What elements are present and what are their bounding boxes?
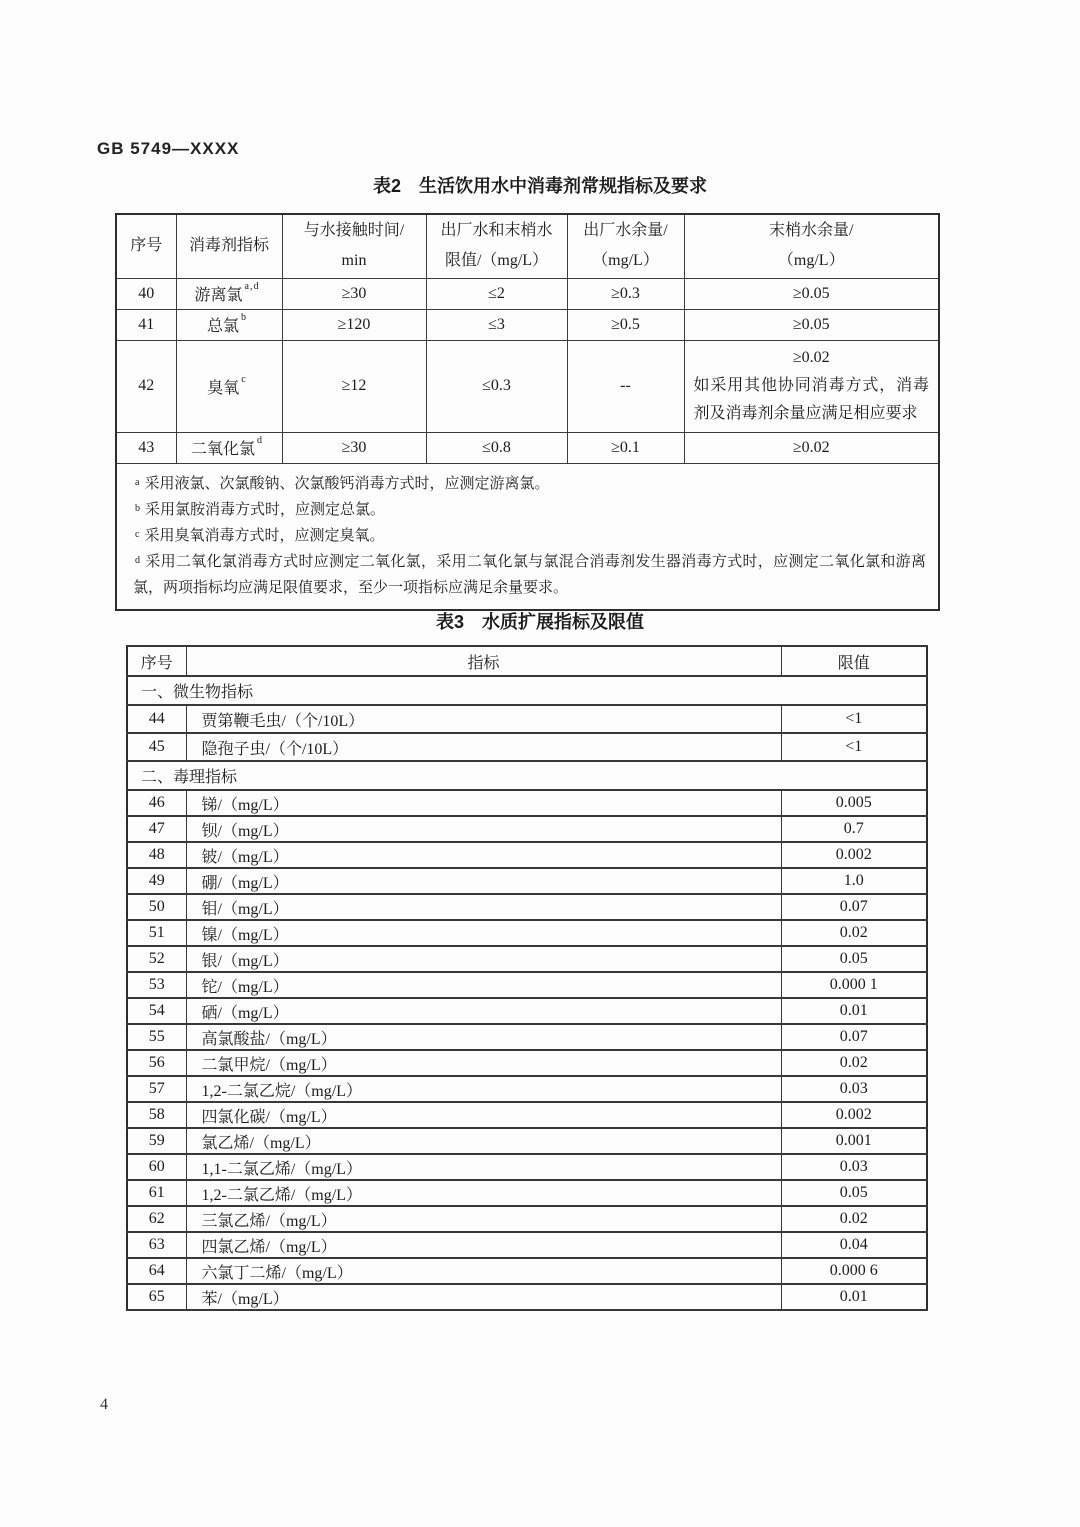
table3-row-45 [127,733,927,761]
cell-indicator-name: 六氯丁二烯/（mg/L） [186,1258,781,1284]
disinfectant-label: 臭氧 [207,379,240,397]
table2-header-line: 限值/（mg/L） [444,252,549,270]
table3-row-54 [127,998,927,1024]
cell-indicator-name: 1,1-二氯乙烯/（mg/L） [186,1154,781,1180]
disinfectant-label: 二氧化氯 [190,441,255,458]
table3-row-63 [127,1232,927,1258]
footnote-marker: d [257,435,263,446]
cell-limit-value: 0.02 [781,1050,927,1076]
table2-footnotes-row [116,463,939,610]
table2-header-cell-2 [282,214,426,278]
cell-indicator-name: 二氯甲烷/（mg/L） [186,1050,781,1076]
footnote-marker: b [241,312,247,323]
disinfectant-label: 总氯 [206,318,239,335]
cell-disinfectant-name [176,340,282,432]
table3-section-row-1 [127,761,927,790]
cell-contact-time: ≥120 [282,309,426,340]
cell-limit-value: 0.05 [781,1180,927,1206]
cell-water-limit: ≤0.8 [426,432,567,463]
table2-header-line: 与水接触时间/ [303,222,405,240]
table2-row-40 [116,278,939,309]
table2-header-line: 序号 [130,237,163,255]
footnote-a: $^a$ 采用液氯、次氯酸钠、次氯酸钙消毒方式时，应测定游离氯。 [135,475,550,492]
cell-tap-residual: ≥0.05 [684,278,939,309]
cell-indicator-name: 四氯化碳/（mg/L） [186,1102,781,1128]
footnote-marker: a [135,476,141,488]
cell-serial-no: 55 [127,1024,186,1050]
cell-contact-time: ≥30 [282,278,426,309]
table2-header-line: 出厂水余量/ [583,222,668,240]
table3-header-cell-2: 限值 [781,646,927,676]
cell-factory-residual: -- [567,340,684,432]
cell-serial-no: 50 [127,894,186,920]
table3-row-60 [127,1154,927,1180]
table3-row-59 [127,1128,927,1154]
cell-serial-no: 52 [127,946,186,972]
table3-row-46 [127,790,927,816]
cell-serial-no: 42 [116,340,176,432]
cell-serial-no: 45 [127,733,186,761]
cell-limit-value: 0.01 [781,1284,927,1310]
cell-indicator-name: 苯/（mg/L） [186,1284,781,1310]
table2-header-line: 消毒剂指标 [188,237,269,255]
cell-factory-residual: ≥0.3 [567,278,684,309]
table2-footnotes-cell [116,463,939,610]
cell-indicator-name: 锑/（mg/L） [186,790,781,816]
tap-residual-note: 如采用其他协同消毒方式，消毒剂及消毒剂余量应满足相应要求 [693,376,929,422]
cell-factory-residual: ≥0.1 [567,432,684,463]
table3-row-58 [127,1102,927,1128]
cell-limit-value: 0.02 [781,920,927,946]
cell-contact-time: ≥30 [282,432,426,463]
cell-tap-residual: ≥0.02 [684,432,939,463]
table2-header-line: min [341,252,367,270]
cell-indicator-name: 氯乙烯/（mg/L） [186,1128,781,1154]
cell-serial-no: 59 [127,1128,186,1154]
table2-row-42 [116,340,939,432]
table2-header-line: 出厂水和末梢水 [440,222,553,240]
cell-limit-value: 0.07 [781,1024,927,1050]
footnote-marker: c [135,528,141,540]
table3-row-50 [127,894,927,920]
cell-indicator-name: 硼/（mg/L） [186,868,781,894]
table2-disinfectant-indicators [115,213,940,611]
table2-header-row [116,214,939,278]
table2-header-cell-3 [426,214,567,278]
cell-serial-no: 65 [127,1284,186,1310]
cell-indicator-name: 钡/（mg/L） [186,816,781,842]
cell-indicator-name: 钼/（mg/L） [186,894,781,920]
table3-section-label: 一、微生物指标 [127,676,927,705]
table3-row-52 [127,946,927,972]
footnote-marker: a,d [244,281,260,292]
cell-serial-no: 57 [127,1076,186,1102]
table2-header-cell-4 [567,214,684,278]
cell-water-limit: ≤2 [426,278,567,309]
cell-limit-value: 0.01 [781,998,927,1024]
table2-title: 表2 生活饮用水中消毒剂常规指标及要求 [372,176,707,196]
table3-title: 表3 水质扩展指标及限值 [435,612,644,632]
cell-indicator-name: 四氯乙烯/（mg/L） [186,1232,781,1258]
cell-serial-no: 41 [116,309,176,340]
table3-row-62 [127,1206,927,1232]
cell-indicator-name: 银/（mg/L） [186,946,781,972]
cell-serial-no: 56 [127,1050,186,1076]
table2-row-41 [116,309,939,340]
table3-row-49 [127,868,927,894]
table3-row-48 [127,842,927,868]
cell-limit-value: 0.03 [781,1154,927,1180]
cell-indicator-name: 镍/（mg/L） [186,920,781,946]
cell-serial-no: 60 [127,1154,186,1180]
cell-limit-value: 0.05 [781,946,927,972]
table3-header-cell-1: 指标 [186,646,781,676]
table3-row-51 [127,920,927,946]
cell-limit-value: 0.03 [781,1076,927,1102]
cell-indicator-name: 铍/（mg/L） [186,842,781,868]
cell-serial-no: 64 [127,1258,186,1284]
cell-serial-no: 46 [127,790,186,816]
cell-disinfectant-name [176,309,282,340]
cell-limit-value: <1 [781,733,927,761]
table3-extended-indicators [126,645,928,1311]
cell-indicator-name: 硒/（mg/L） [186,998,781,1024]
table3-row-44 [127,705,927,733]
table2-header-cell-5 [684,214,939,278]
cell-limit-value: 0.002 [781,842,927,868]
cell-serial-no: 40 [116,278,176,309]
cell-serial-no: 53 [127,972,186,998]
cell-limit-value: 0.001 [781,1128,927,1154]
footnote-d: $^d$ 采用二氧化氯消毒方式时应测定二氧化氯，采用二氧化氯与氯混合消毒剂发生器消毒方式时，应测定二氧化氯和游离氯，两项指标均应满足限值要求，至少一项指标应满足余量要求。 [133,553,926,596]
table3-row-56 [127,1050,927,1076]
table3-row-61 [127,1180,927,1206]
cell-contact-time: ≥12 [282,340,426,432]
cell-water-limit: ≤3 [426,309,567,340]
standard-code: GB 5749—XXXX [97,139,240,158]
table3-header-row [127,646,927,676]
table3-section-row-0 [127,676,927,705]
cell-indicator-name: 铊/（mg/L） [186,972,781,998]
cell-limit-value: 0.04 [781,1232,927,1258]
cell-factory-residual: ≥0.5 [567,309,684,340]
table2-row-43 [116,432,939,463]
cell-serial-no: 62 [127,1206,186,1232]
table2-header-cell-0 [116,214,176,278]
table3-row-47 [127,816,927,842]
cell-water-limit: ≤0.3 [426,340,567,432]
cell-limit-value: 0.002 [781,1102,927,1128]
cell-limit-value: 0.005 [781,790,927,816]
cell-indicator-name: 1,2-二氯乙烯/（mg/L） [186,1180,781,1206]
cell-limit-value: 0.000 1 [781,972,927,998]
table3-header-cell-0: 序号 [127,646,186,676]
table3-row-65 [127,1284,927,1310]
cell-indicator-name: 贾第鞭毛虫/（个/10L） [186,705,781,733]
footnote-c: $^c$ 采用臭氧消毒方式时，应测定臭氧。 [135,527,385,544]
cell-limit-value: <1 [781,705,927,733]
cell-indicator-name: 1,2-二氯乙烷/（mg/L） [186,1076,781,1102]
table2-header-line: （mg/L） [592,252,659,270]
table3-row-64 [127,1258,927,1284]
footnote-marker: c [241,373,247,385]
cell-limit-value: 0.000 6 [781,1258,927,1284]
cell-serial-no: 63 [127,1232,186,1258]
table3-row-57 [127,1076,927,1102]
cell-serial-no: 47 [127,816,186,842]
table3-section-label: 二、毒理指标 [127,761,927,790]
cell-serial-no: 49 [127,868,186,894]
table3-row-53 [127,972,927,998]
table3-row-55 [127,1024,927,1050]
cell-tap-residual [684,340,939,432]
cell-limit-value: 0.7 [781,816,927,842]
footnote-marker: b [135,502,141,514]
cell-limit-value: 1.0 [781,868,927,894]
table2-header-line: 末梢水余量/ [769,222,854,240]
cell-disinfectant-name [176,432,282,463]
cell-serial-no: 61 [127,1180,186,1206]
cell-limit-value: 0.07 [781,894,927,920]
footnote-b: $^b$ 采用氯胺消毒方式时，应测定总氯。 [135,501,386,518]
cell-serial-no: 43 [116,432,176,463]
tap-residual-value: ≥0.02 [792,348,830,366]
cell-disinfectant-name [176,278,282,309]
cell-indicator-name: 隐孢子虫/（个/10L） [186,733,781,761]
cell-serial-no: 44 [127,705,186,733]
cell-indicator-name: 三氯乙烯/（mg/L） [186,1206,781,1232]
cell-serial-no: 54 [127,998,186,1024]
cell-indicator-name: 高氯酸盐/（mg/L） [186,1024,781,1050]
table2-header-cell-1 [176,214,282,278]
cell-serial-no: 48 [127,842,186,868]
disinfectant-label: 游离氯 [194,287,243,304]
cell-serial-no: 58 [127,1102,186,1128]
footnote-marker: d [135,554,141,566]
table2-header-line: （mg/L） [777,252,845,270]
page-number: 4 [100,1396,108,1413]
cell-limit-value: 0.02 [781,1206,927,1232]
cell-serial-no: 51 [127,920,186,946]
cell-tap-residual: ≥0.05 [684,309,939,340]
